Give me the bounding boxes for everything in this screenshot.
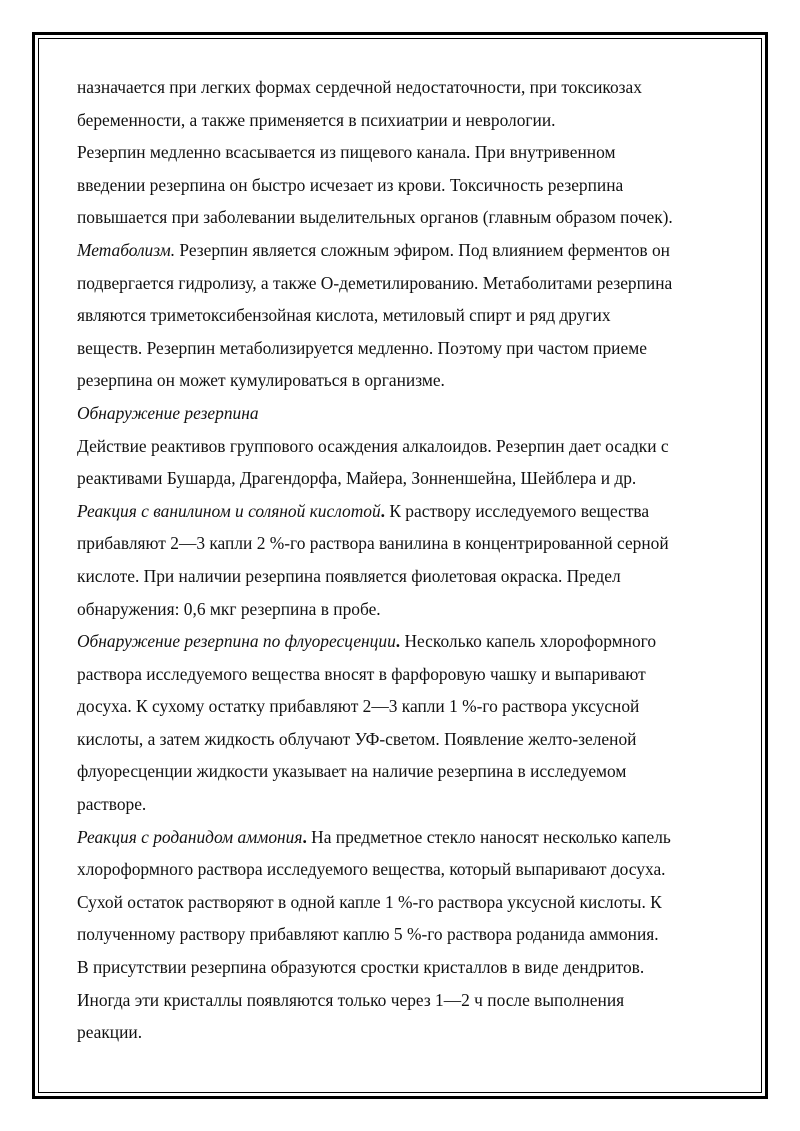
body-text: . — [395, 631, 401, 652]
body-text: Резерпин является сложным эфиром. Под влиянием ферментов он — [175, 239, 670, 260]
italic-heading-text: Обнаружение резерпина по флуоресценции — [77, 631, 396, 652]
text-line — [77, 560, 737, 593]
text-line — [77, 430, 737, 463]
body-text: являются триметоксибензойная кислота, метиловый спирт и ряд других — [77, 305, 611, 326]
body-text: беременности, а также применяется в психиатрии и неврологии. — [77, 109, 556, 130]
text-line — [77, 951, 737, 984]
text-line — [77, 332, 737, 365]
italic-heading-text: Обнаружение резерпина — [77, 402, 259, 423]
text-line — [77, 821, 737, 854]
body-text: полученному раствору прибавляют каплю 5 %-го раствора роданида аммония. — [77, 924, 659, 945]
text-line — [77, 1016, 737, 1049]
text-line — [77, 495, 737, 528]
italic-heading-text: Реакция с ванилином и соляной кислотой — [77, 500, 381, 521]
text-line — [77, 984, 737, 1017]
text-line — [77, 169, 737, 202]
text-line — [77, 788, 737, 821]
text-line — [77, 397, 737, 430]
body-text: резерпина он может кумулироваться в организме. — [77, 370, 445, 391]
text-line — [77, 853, 737, 886]
body-text: . — [302, 826, 307, 847]
text-line — [77, 201, 737, 234]
body-text: . — [380, 500, 386, 521]
body-text: хлороформного раствора исследуемого вещества, который выпаривают досуха. — [77, 859, 666, 880]
text-line — [77, 658, 737, 691]
body-text: Сухой остаток растворяют в одной капле 1 %-го раствора уксусной кислоты. К — [77, 891, 662, 912]
body-text: досуха. К сухому остатку прибавляют 2—3 капли 1 %-го раствора уксусной — [77, 696, 640, 717]
body-text: прибавляют 2—3 капли 2 %-го раствора ванилина в концентрированной серной — [77, 533, 669, 554]
text-line — [77, 136, 737, 169]
text-line — [77, 723, 737, 756]
body-text: назначается при легких формах сердечной недостаточности, при токсикозах — [77, 77, 642, 97]
body-text: растворе. — [77, 794, 147, 815]
body-text: Иногда эти кристаллы появляются только через 1—2 ч после выполнения — [77, 989, 625, 1010]
body-text: реактивами Бушарда, Драгендорфа, Майера, Зонненшейна, Шейблера и др. — [77, 468, 637, 489]
text-line — [77, 299, 737, 332]
body-text: раствора исследуемого вещества вносят в фарфоровую чашку и выпаривают — [77, 663, 646, 684]
text-line — [77, 364, 737, 397]
body-text: Несколько капель хлороформного — [400, 631, 657, 652]
body-text: кислоте. При наличии резерпина появляется фиолетовая окраска. Предел — [77, 565, 621, 586]
body-text: К раствору исследуемого вещества — [385, 500, 650, 521]
text-line — [77, 462, 737, 495]
body-text: обнаружения: 0,6 мкг резерпина в пробе. — [77, 598, 381, 619]
body-text: повышается при заболевании выделительных органов (главным образом почек). — [77, 207, 673, 228]
text-line — [77, 690, 737, 723]
document-body — [77, 71, 737, 1049]
body-text: В присутствии резерпина образуются сростки кристаллов в виде дендритов. — [77, 957, 645, 978]
body-text: подвергается гидролизу, а также О-деметилированию. Метаболитами резерпина — [77, 272, 673, 293]
text-line — [77, 71, 737, 104]
text-line — [77, 267, 737, 300]
text-line — [77, 234, 737, 267]
text-line — [77, 104, 737, 137]
text-line — [77, 918, 737, 951]
body-text: введении резерпина он быстро исчезает из крови. Токсичность резерпина — [77, 174, 624, 195]
body-text: кислоты, а затем жидкость облучают УФ-светом. Появление желто-зеленой — [77, 728, 637, 749]
body-text: веществ. Резерпин метаболизируется медленно. Поэтому при частом приеме — [77, 337, 647, 358]
text-line — [77, 625, 737, 658]
text-line — [77, 755, 737, 788]
italic-heading-text: Метаболизм. — [77, 239, 176, 260]
text-line — [77, 886, 737, 919]
body-text: На предметное стекло наносят несколько капель — [306, 826, 671, 847]
body-text: реакции. — [77, 1022, 143, 1043]
body-text: флуоресценции жидкости указывает на наличие резерпина в исследуемом — [77, 761, 627, 782]
text-line — [77, 527, 737, 560]
body-text: Резерпин медленно всасывается из пищевого канала. При внутривенном — [77, 142, 616, 163]
italic-heading-text: Реакция с роданидом аммония — [77, 826, 303, 847]
body-text: Действие реактивов группового осаждения алкалоидов. Резерпин дает осадки с — [77, 435, 669, 456]
text-line — [77, 593, 737, 626]
